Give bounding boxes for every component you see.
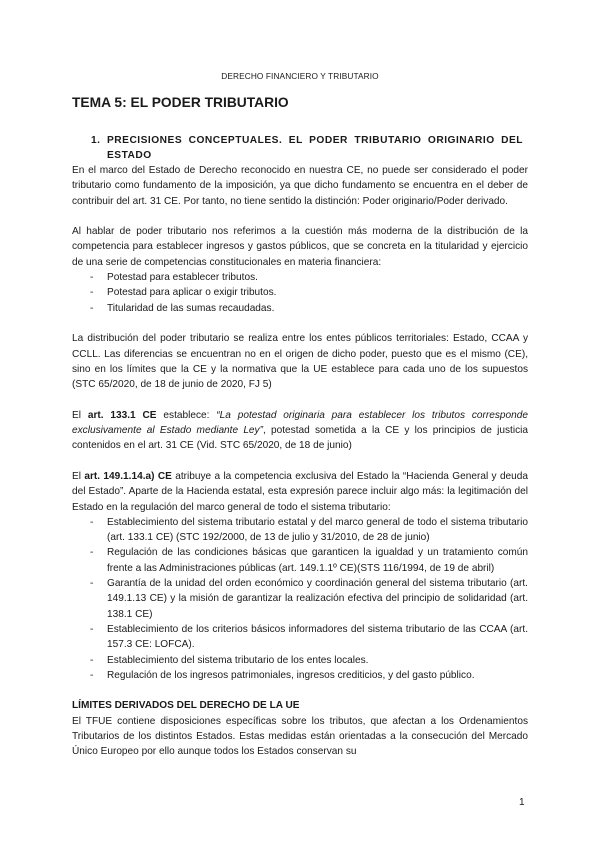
text-run: , potestad sometida a la CE y los principios de justicia contenidos en el art. 31 CE (Vid. STC 65/2020, de 18 de junio)	[72, 425, 528, 452]
article-reference: art. 149.1.14.a) CE	[84, 470, 172, 482]
body-text	[72, 163, 528, 760]
paragraph-art-149	[72, 469, 528, 515]
section-number: 1.	[91, 135, 101, 146]
list-item: - Potestad para aplicar o exigir tributos.	[72, 285, 528, 300]
paragraph-tfue: El TFUE contiene disposiciones específicas sobre los tributos, que afectan a los Ordenamientos Tributarios de los distintos Estados. Estas medidas están orientadas a la consecución del Mercado Único Europeo por ello aunque todos los Estados conservan su	[72, 715, 528, 758]
section-heading	[91, 133, 523, 164]
list-potestades	[72, 270, 528, 316]
running-header: DERECHO FINANCIERO Y TRIBUTARIO	[221, 71, 379, 81]
legal-quote: “La potestad originaria para establecer los tributos corresponde exclusivamente al Estado mediante Ley”	[72, 409, 528, 437]
page-title: TEMA 5: EL PODER TRIBUTARIO	[72, 95, 289, 110]
paragraph-entes-territoriales: La distribución del poder tributario se realiza entre los entes públicos territoriales: Estado, CCAA y CCLL. Las diferencias se encuentran no en el origen de dicho poder, puesto que es el mismo (CE), sino en los límites que la CE y la normativa que la UE establece para cada uno de los supuestos (STC 65/2020, de 18 de junio de 2020, FJ 5)	[72, 333, 528, 391]
text-run: El	[72, 409, 88, 421]
subheading-limites-ue: LÍMITES DERIVADOS DEL DERECHO DE LA UE	[72, 700, 300, 712]
list-item: - Titularidad de las sumas recaudadas.	[72, 301, 528, 316]
text-run: El	[72, 470, 85, 482]
paragraph-distribucion-competencia: Al hablar de poder tributario nos referimos a la cuestión más moderna de la distribución de la competencia para establecer ingresos y gastos públicos, que se concreta en la titularidad y ejercicio de una serie de competencias constitucionales en materia financiera:	[72, 226, 528, 268]
text-run: establece:	[156, 409, 217, 421]
list-item: - Establecimiento de los criterios básicos informadores del sistema tributario de las CCAA (art. 157.3 CE: LOFCA).	[72, 622, 528, 653]
list-competencias-estado	[72, 515, 528, 683]
text-run: atribuye a la competencia exclusiva del Estado la “Hacienda General y deuda del Estado”. Aparte de la Hacienda estatal, esta expresión parece incluir algo más: la legitimación del Estado en la regulación del marco general de todo el sistema tributario:	[72, 470, 529, 513]
page-number: 1	[519, 797, 525, 808]
paragraph-poder-originario: En el marco del Estado de Derecho reconocido en nuestra CE, no puede ser considerado el poder tributario como fundamento de la imposición, ya que dicho fundamento se encuentra en el deber de contribuir del art. 31 CE. Por tanto, no tiene sentido la distinción: Poder originario/Poder derivado.	[72, 165, 528, 207]
list-item: - Regulación de los ingresos patrimoniales, ingresos crediticios, y del gasto público.	[72, 668, 528, 683]
list-item: - Regulación de las condiciones básicas que garanticen la igualdad y un tratamiento común frente a las Administraciones públicas (art. 149.1.1º CE)(STS 116/1994, de 19 de abril)	[72, 545, 528, 576]
section-heading-text: PRECISIONES CONCEPTUALES. EL PODER TRIBUTARIO ORIGINARIO DEL ESTADO	[107, 135, 523, 162]
article-reference: art. 133.1 CE	[87, 409, 157, 421]
list-item: - Establecimiento del sistema tributario estatal y del marco general de todo el sistema tributario (art. 133.1 CE) (STC 192/2000, de 13 de julio y 31/2010, de 28 de junio)	[72, 515, 528, 546]
list-item: - Potestad para establecer tributos.	[72, 270, 528, 285]
list-item: - Establecimiento del sistema tributario de los entes locales.	[72, 653, 528, 668]
paragraph-art-133	[72, 408, 528, 454]
list-item: - Garantía de la unidad del orden económico y coordinación general del sistema tributario (art. 149.1.13 CE) y la misión de garantizar la realización efectiva del principio de solidaridad (art. 138.1 CE)	[72, 576, 528, 622]
